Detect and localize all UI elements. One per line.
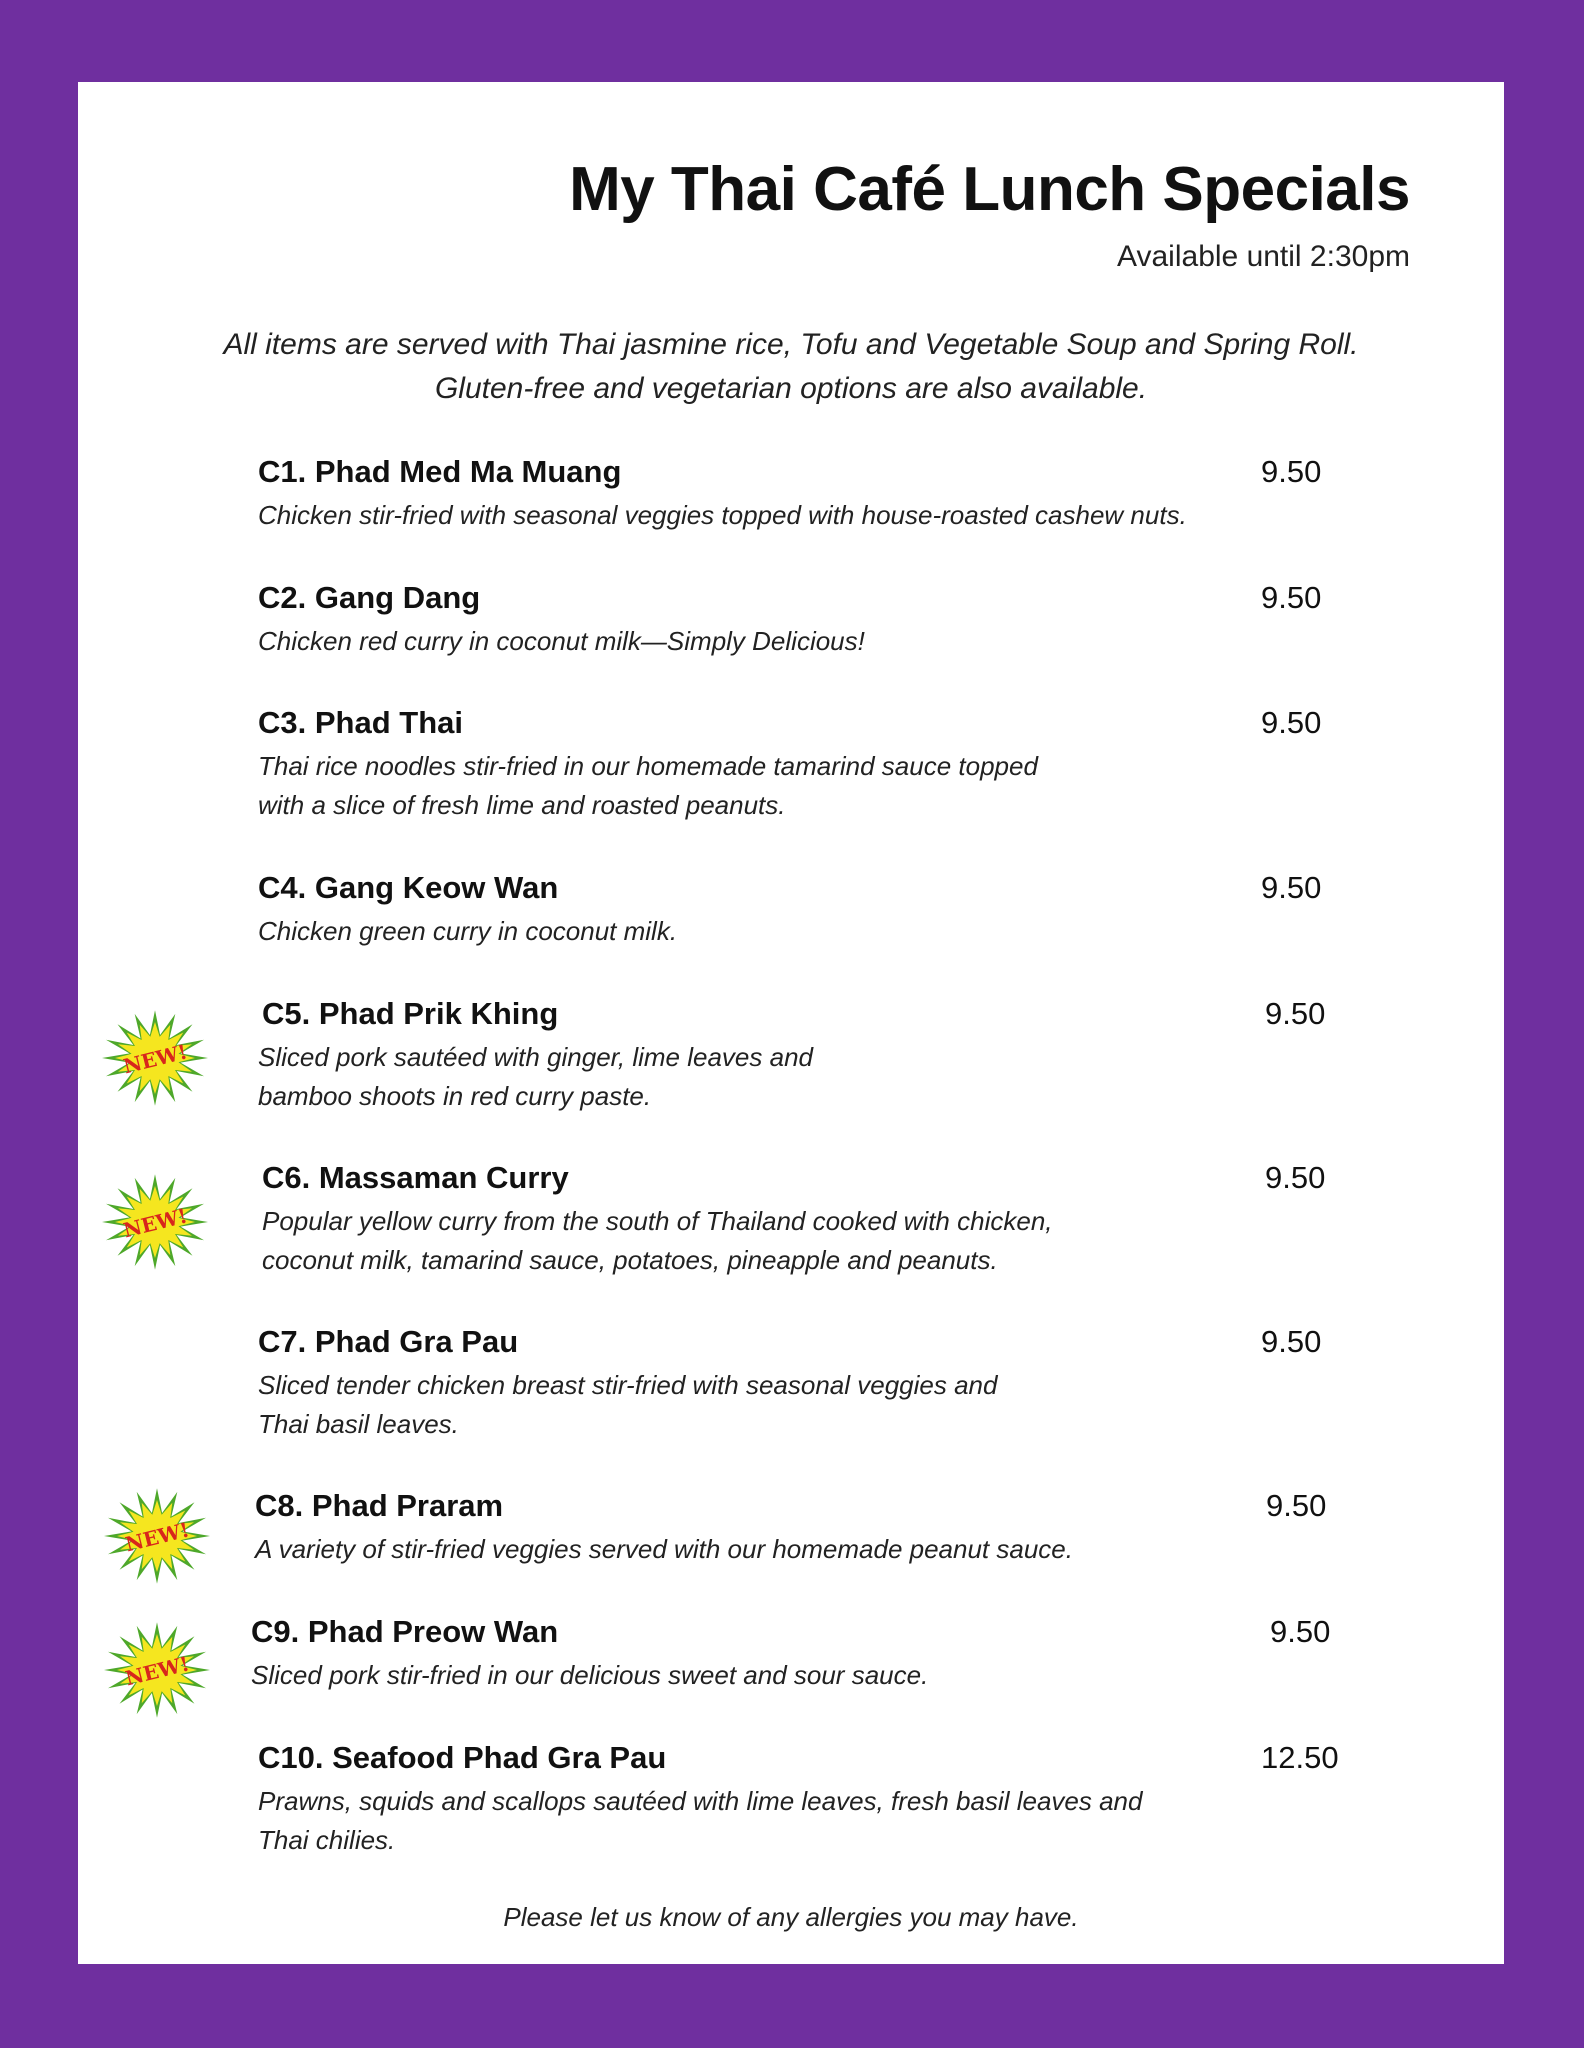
item-price: 9.50 xyxy=(1270,1614,1331,1649)
item-desc-line-1: Chicken red curry in coconut milk—Simply Delicious! xyxy=(258,626,865,656)
item-price: 12.50 xyxy=(1261,1740,1339,1775)
item-price: 9.50 xyxy=(1261,870,1322,905)
item-desc-line-2: Thai basil leaves. xyxy=(258,1409,459,1439)
item-description xyxy=(258,496,1187,535)
badge-text: NEW! xyxy=(122,1517,192,1557)
item-description xyxy=(262,1202,1053,1280)
item-price: 9.50 xyxy=(1265,1160,1326,1195)
item-description xyxy=(255,1530,1073,1569)
item-desc-line-1: Popular yellow curry from the south of Thailand cooked with chicken, xyxy=(262,1206,1053,1236)
item-desc-line-1: Sliced pork sautéed with ginger, lime leaves and xyxy=(258,1042,813,1072)
item-desc-line-1: Prawns, squids and scallops sautéed with lime leaves, fresh basil leaves and xyxy=(258,1786,1143,1816)
item-name: C5. Phad Prik Khing xyxy=(262,996,559,1031)
item-price: 9.50 xyxy=(1261,1324,1322,1359)
item-price: 9.50 xyxy=(1266,1488,1327,1523)
badge-text: NEW! xyxy=(120,1203,190,1243)
item-desc-line-1: A variety of stir-fried veggies served with our homemade peanut sauce. xyxy=(255,1534,1073,1564)
item-name: C3. Phad Thai xyxy=(258,705,463,740)
item-desc-line-2: bamboo shoots in red curry paste. xyxy=(258,1081,652,1111)
item-name: C7. Phad Gra Pau xyxy=(258,1324,519,1359)
item-description xyxy=(258,1038,813,1116)
new-badge-icon xyxy=(100,1174,210,1270)
badge-text: NEW! xyxy=(120,1039,190,1079)
item-price: 9.50 xyxy=(1261,705,1322,740)
item-desc-line-1: Thai rice noodles stir-fried in our homemade tamarind sauce topped xyxy=(258,751,1038,781)
item-desc-line-1: Chicken stir-fried with seasonal veggies topped with house-roasted cashew nuts. xyxy=(258,500,1187,530)
availability-note: Available until 2:30pm xyxy=(1117,240,1410,273)
item-price: 9.50 xyxy=(1261,580,1322,615)
item-name: C6. Massaman Curry xyxy=(262,1160,569,1195)
item-description xyxy=(251,1656,928,1695)
item-description xyxy=(258,747,1038,825)
item-description xyxy=(258,1782,1142,1860)
badge-text: NEW! xyxy=(122,1651,192,1691)
new-badge-icon xyxy=(102,1622,212,1718)
item-desc-line-2: coconut milk, tamarind sauce, potatoes, pineapple and peanuts. xyxy=(262,1245,998,1275)
item-name: C2. Gang Dang xyxy=(258,580,481,615)
new-badge-icon xyxy=(100,1010,210,1106)
item-desc-line-2: with a slice of fresh lime and roasted peanuts. xyxy=(258,790,786,820)
item-name: C8. Phad Praram xyxy=(255,1488,504,1523)
item-description xyxy=(258,912,677,951)
menu-page xyxy=(78,82,1504,1964)
intro-line-1: All items are served with Thai jasmine rice, Tofu and Vegetable Soup and Spring Roll. xyxy=(223,328,1359,361)
item-price: 9.50 xyxy=(1261,454,1322,489)
menu-title: My Thai Café Lunch Specials xyxy=(569,155,1410,224)
item-description xyxy=(258,1366,997,1444)
item-name: C9. Phad Preow Wan xyxy=(251,1614,559,1649)
item-desc-line-1: Sliced pork stir-fried in our delicious sweet and sour sauce. xyxy=(251,1660,929,1690)
intro-line-2: Gluten-free and vegetarian options are also available. xyxy=(434,372,1148,405)
new-badge-icon xyxy=(102,1488,212,1584)
item-desc-line-2: Thai chilies. xyxy=(258,1825,396,1855)
item-desc-line-1: Sliced tender chicken breast stir-fried with seasonal veggies and xyxy=(258,1370,998,1400)
item-description xyxy=(258,622,865,661)
item-name: C10. Seafood Phad Gra Pau xyxy=(258,1740,667,1775)
item-price: 9.50 xyxy=(1265,996,1326,1031)
item-desc-line-1: Chicken green curry in coconut milk. xyxy=(258,916,678,946)
item-name: C4. Gang Keow Wan xyxy=(258,870,559,905)
allergy-note: Please let us know of any allergies you may have. xyxy=(503,1902,1079,1932)
item-name: C1. Phad Med Ma Muang xyxy=(258,454,622,489)
